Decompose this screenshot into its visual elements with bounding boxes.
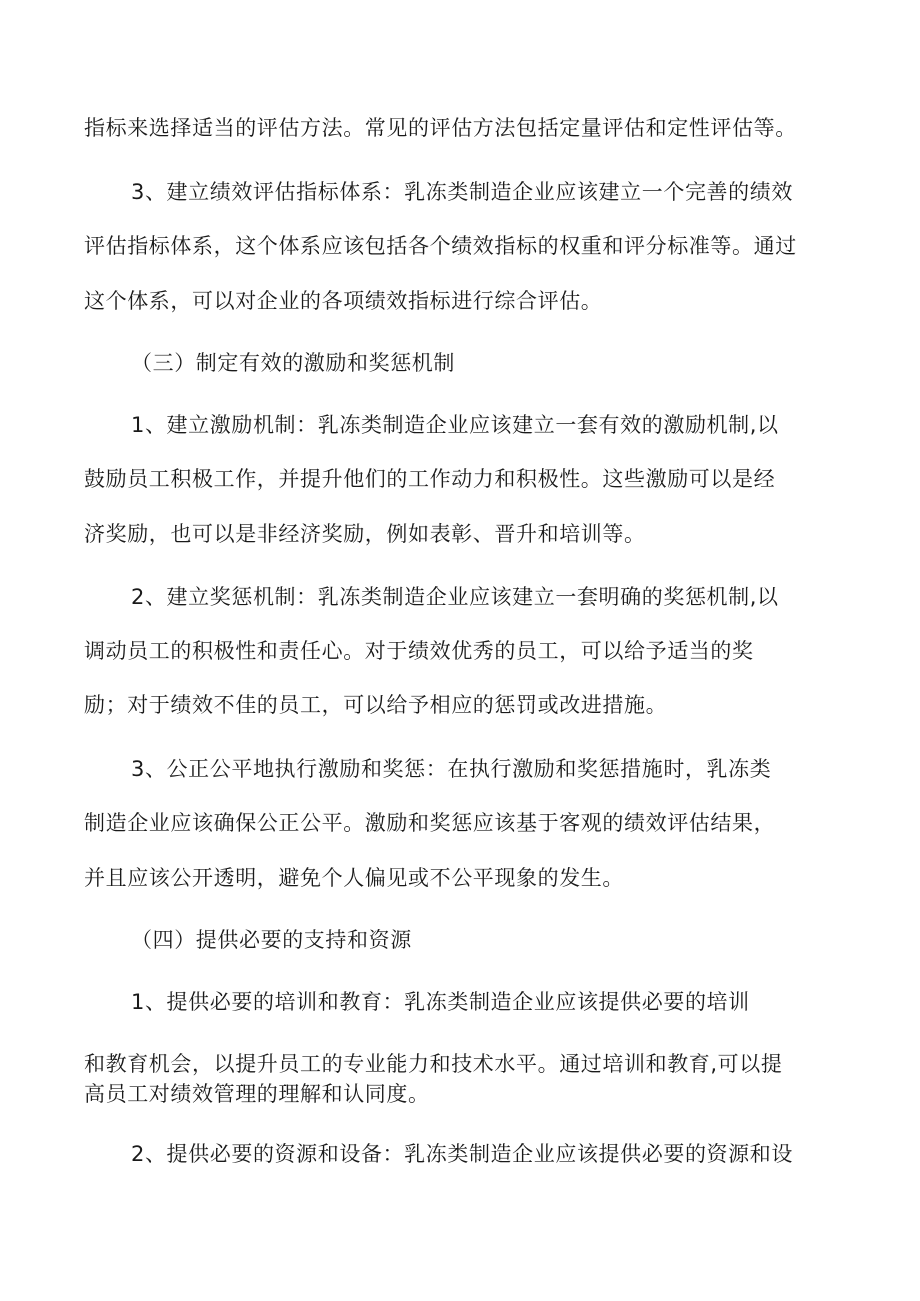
text-line: 制造企业应该确保公正公平。激励和奖惩应该基于客观的绩效评估结果， (84, 811, 776, 835)
text-line: 1、建立激励机制：乳冻类制造企业应该建立一套有效的激励机制,以 (131, 413, 779, 437)
text-line: 3、建立绩效评估指标体系：乳冻类制造企业应该建立一个完善的绩效 (131, 180, 793, 204)
text-line: 并且应该公开透明，避免个人偏见或不公平现象的发生。 (84, 866, 624, 890)
text-line: 调动员工的积极性和责任心。对于绩效优秀的员工，可以给予适当的奖 (84, 639, 754, 663)
text-line: 励；对于绩效不佳的员工，可以给予相应的惩罚或改进措施。 (84, 693, 668, 717)
text-line: 和教育机会，以提升员工的专业能力和技术水平。通过培训和教育,可以提 (84, 1052, 783, 1076)
text-line: 指标来选择适当的评估方法。常见的评估方法包括定量评估和定性评估等。 (84, 116, 797, 140)
section-heading: （四）提供必要的支持和资源 (131, 928, 412, 952)
text-line: 2、提供必要的资源和设备：乳冻类制造企业应该提供必要的资源和设 (131, 1142, 793, 1166)
text-line: 高员工对绩效管理的理解和认同度。 (84, 1082, 430, 1106)
text-line: 2、建立奖惩机制：乳冻类制造企业应该建立一套明确的奖惩机制,以 (131, 585, 779, 609)
section-heading: （三）制定有效的激励和奖惩机制 (131, 351, 455, 375)
text-line: 3、公正公平地执行激励和奖惩：在执行激励和奖惩措施时，乳冻类 (131, 757, 772, 781)
text-line: 评估指标体系，这个体系应该包括各个绩效指标的权重和评分标准等。通过 (84, 234, 797, 258)
text-line: 这个体系，可以对企业的各项绩效指标进行综合评估。 (84, 289, 603, 313)
text-line: 济奖励，也可以是非经济奖励，例如表彰、晋升和培训等。 (84, 522, 646, 546)
text-line: 鼓励员工积极工作，并提升他们的工作动力和积极性。这些激励可以是经 (84, 467, 776, 491)
text-line: 1、提供必要的培训和教育：乳冻类制造企业应该提供必要的培训 (131, 990, 750, 1014)
